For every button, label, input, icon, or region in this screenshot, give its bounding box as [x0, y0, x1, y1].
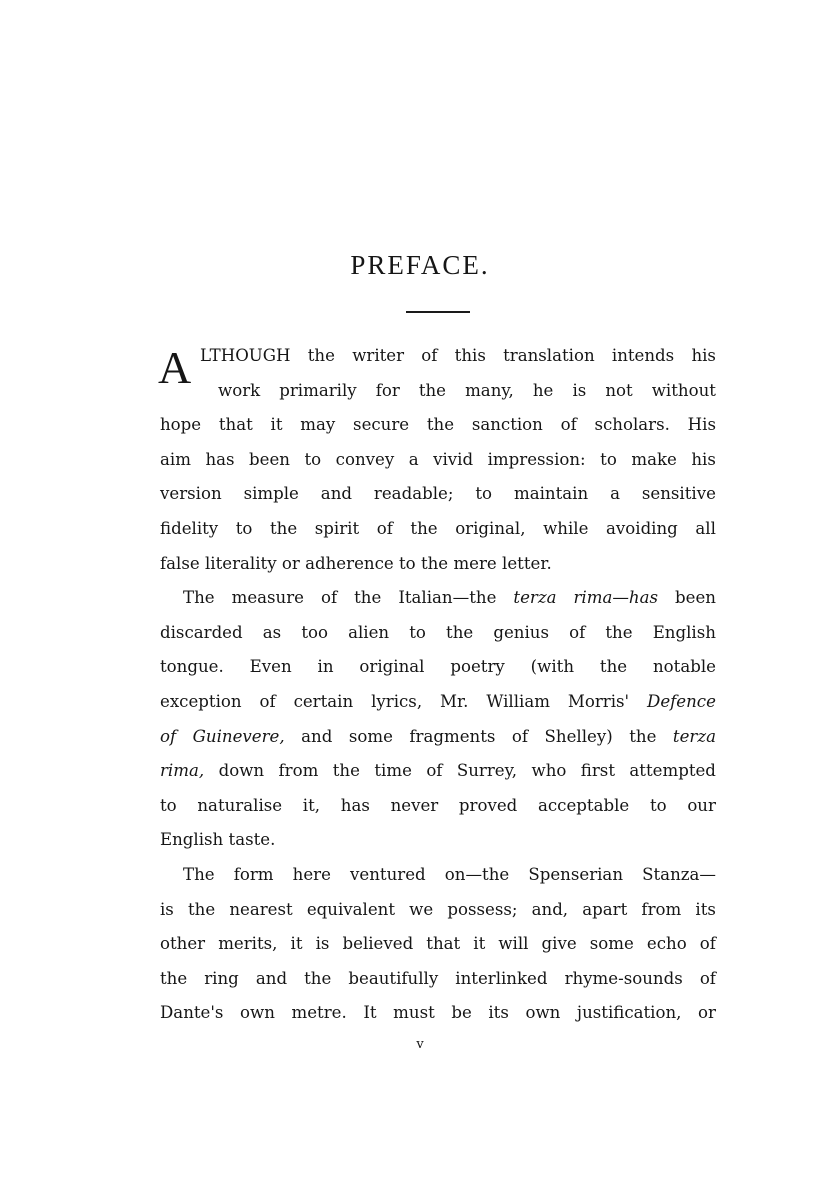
word: rima, [160, 761, 205, 781]
word: Dante's [160, 1003, 224, 1023]
word: of [421, 346, 438, 365]
word: his [691, 346, 716, 365]
word: own [525, 1003, 561, 1023]
word: some [348, 726, 393, 746]
text-line [160, 477, 716, 512]
text-line [160, 962, 716, 997]
word: false [160, 553, 200, 573]
word: aim [160, 449, 191, 469]
text-line [160, 581, 716, 616]
word: adherence [305, 553, 394, 573]
word: impression: [487, 449, 586, 469]
word: from [641, 899, 682, 919]
word: Surrey, [456, 761, 518, 781]
word: The [183, 864, 215, 884]
word: been [249, 449, 290, 469]
word: beautifully [348, 968, 439, 988]
word: primarily [279, 380, 357, 400]
word: William [486, 691, 550, 711]
word: of [511, 726, 529, 746]
word: echo [646, 934, 687, 954]
word: to [235, 518, 253, 538]
word: discarded [160, 622, 243, 642]
word: poetry [450, 657, 505, 677]
word: possess; [447, 899, 518, 919]
word: Shelley) [544, 726, 613, 746]
word: the [420, 553, 449, 573]
text-line [160, 374, 716, 409]
word: to [304, 449, 322, 469]
word: its [695, 899, 716, 919]
text-line [160, 650, 716, 685]
word: hope [160, 415, 202, 435]
word: notable [652, 657, 716, 677]
word: a [408, 449, 419, 469]
word: it [473, 934, 486, 954]
text-line [160, 443, 716, 478]
word: the [446, 622, 474, 642]
word: down [218, 761, 265, 781]
word: translation [503, 346, 595, 365]
word: (with [530, 657, 575, 677]
text-line [160, 616, 716, 651]
word: apart [582, 899, 628, 919]
word: it [290, 934, 303, 954]
word: terza [513, 588, 557, 608]
word: without [651, 380, 716, 400]
word: we [409, 899, 434, 919]
text-line [160, 996, 716, 1031]
word: of [569, 622, 586, 642]
word: to [475, 484, 493, 504]
word: of [426, 761, 443, 781]
word: Stanza— [642, 864, 716, 884]
word: it [270, 415, 283, 435]
word: a [610, 484, 620, 504]
word: work [218, 380, 261, 400]
word: he [532, 380, 554, 400]
word: the [332, 761, 360, 781]
word: from [278, 761, 319, 781]
text-line [160, 685, 716, 720]
word: never [390, 795, 439, 815]
word: is [315, 934, 330, 954]
word: the [599, 657, 628, 677]
word: rhyme-sounds [564, 968, 683, 988]
word: Guinevere, [192, 726, 285, 746]
word: the [304, 968, 332, 988]
word: too [301, 622, 328, 642]
word: is [160, 899, 174, 919]
word: convey [335, 449, 395, 469]
word: the [418, 380, 447, 400]
word: acceptable [538, 795, 630, 815]
word: many, [465, 380, 514, 400]
word: has [340, 795, 370, 815]
text-line [160, 893, 716, 928]
word: the [629, 726, 657, 746]
word: or [281, 553, 300, 573]
word: lyrics, [371, 691, 423, 711]
word: justification, [576, 1003, 682, 1023]
word: our [687, 795, 716, 815]
word: and, [531, 899, 569, 919]
word: His [687, 415, 716, 435]
word: literality [204, 553, 277, 573]
word: Morris' [567, 691, 630, 711]
word: maintain [513, 484, 589, 504]
word: of [699, 968, 716, 988]
word: secure [353, 415, 410, 435]
word: version [160, 484, 222, 504]
word: first [580, 761, 615, 781]
word: intends [611, 346, 675, 365]
word: measure [231, 588, 304, 608]
word: writer [352, 346, 405, 365]
word: the [410, 518, 438, 538]
word: English [652, 622, 716, 642]
word: that [426, 934, 461, 954]
word: naturalise [197, 795, 283, 815]
word: the [307, 346, 335, 365]
text-line [160, 858, 716, 893]
word: It [363, 1003, 377, 1023]
word: of [320, 588, 338, 608]
word: rima—has [573, 588, 659, 608]
word: and [320, 484, 352, 504]
word: mere [453, 553, 497, 573]
word: it, [302, 795, 321, 815]
word: that [218, 415, 253, 435]
word: ring [204, 968, 239, 988]
word: in [317, 657, 334, 677]
word: equivalent [306, 899, 396, 919]
word: has [205, 449, 235, 469]
text-line [160, 823, 716, 858]
word: nearest [229, 899, 293, 919]
word: may [300, 415, 336, 435]
word: been [675, 588, 716, 608]
word: some [589, 934, 634, 954]
word: all [695, 518, 716, 538]
word: simple [243, 484, 299, 504]
word: as [262, 622, 282, 642]
word: or [698, 1003, 716, 1023]
word: terza [672, 726, 716, 746]
word: proved [458, 795, 518, 815]
word: here [292, 864, 331, 884]
word: to [600, 449, 617, 469]
word: exception [160, 691, 242, 711]
word: to [409, 622, 426, 642]
word: and [301, 726, 333, 746]
word: the [270, 518, 298, 538]
word: The [183, 588, 215, 608]
text-line [160, 547, 716, 582]
word: not [605, 380, 633, 400]
word: while [543, 518, 589, 538]
text-line [160, 512, 716, 547]
text-line [160, 789, 716, 824]
text-line [160, 408, 716, 443]
word: other [160, 934, 206, 954]
word: letter. [502, 553, 552, 573]
word: for [375, 380, 400, 400]
word: LTHOUGH [200, 346, 291, 365]
word: this [454, 346, 486, 365]
word: the [187, 899, 216, 919]
word: taste. [228, 830, 276, 850]
word: English [160, 830, 224, 850]
word: attempted [629, 761, 716, 781]
word: its [488, 1003, 509, 1023]
word: ventured [350, 864, 426, 884]
word: to [649, 795, 667, 815]
word: Italian—the [398, 588, 497, 608]
word: of [160, 726, 177, 746]
word: genius [493, 622, 549, 642]
word: form [233, 864, 274, 884]
text-line [160, 720, 716, 755]
word: vivid [433, 449, 474, 469]
title-rule [406, 311, 470, 313]
word: avoiding [606, 518, 678, 538]
page-title: PREFACE. [350, 250, 490, 280]
word: the [605, 622, 633, 642]
word: of [259, 691, 276, 711]
word: time [374, 761, 412, 781]
word: who [531, 761, 567, 781]
word: to [160, 795, 177, 815]
word: his [691, 449, 716, 469]
word: own [240, 1003, 275, 1023]
text-line [160, 927, 716, 962]
word: is [572, 380, 587, 400]
word: and [255, 968, 288, 988]
word: spirit [314, 518, 360, 538]
word: believed [342, 934, 414, 954]
word: Spenserian [528, 864, 624, 884]
word: certain [293, 691, 354, 711]
word: will [498, 934, 529, 954]
word: on—the [444, 864, 510, 884]
word: Even [249, 657, 292, 677]
word: Mr. [440, 691, 469, 711]
text-line [160, 754, 716, 789]
word: of [560, 415, 577, 435]
word: tongue. [160, 657, 224, 677]
word: fragments [409, 726, 496, 746]
preface-text [160, 339, 716, 1031]
word: of [376, 518, 393, 538]
drop-cap: A [158, 342, 192, 393]
word: original, [455, 518, 526, 538]
word: to [398, 553, 416, 573]
word: scholars. [594, 415, 670, 435]
word: be [451, 1003, 472, 1023]
word: sanction [471, 415, 543, 435]
word: the [160, 968, 188, 988]
word: of [699, 934, 716, 954]
word: interlinked [455, 968, 548, 988]
word: make [631, 449, 677, 469]
word: the [426, 415, 455, 435]
word: must [393, 1003, 435, 1023]
word: sensitive [641, 484, 716, 504]
word: metre. [291, 1003, 347, 1023]
word: original [359, 657, 425, 677]
word: Defence [647, 691, 716, 711]
word: merits, [218, 934, 278, 954]
word: readable; [373, 484, 454, 504]
page-number: v [416, 1037, 424, 1052]
word: the [354, 588, 382, 608]
word: give [541, 934, 577, 954]
word: fidelity [160, 518, 219, 538]
word: alien [348, 622, 390, 642]
